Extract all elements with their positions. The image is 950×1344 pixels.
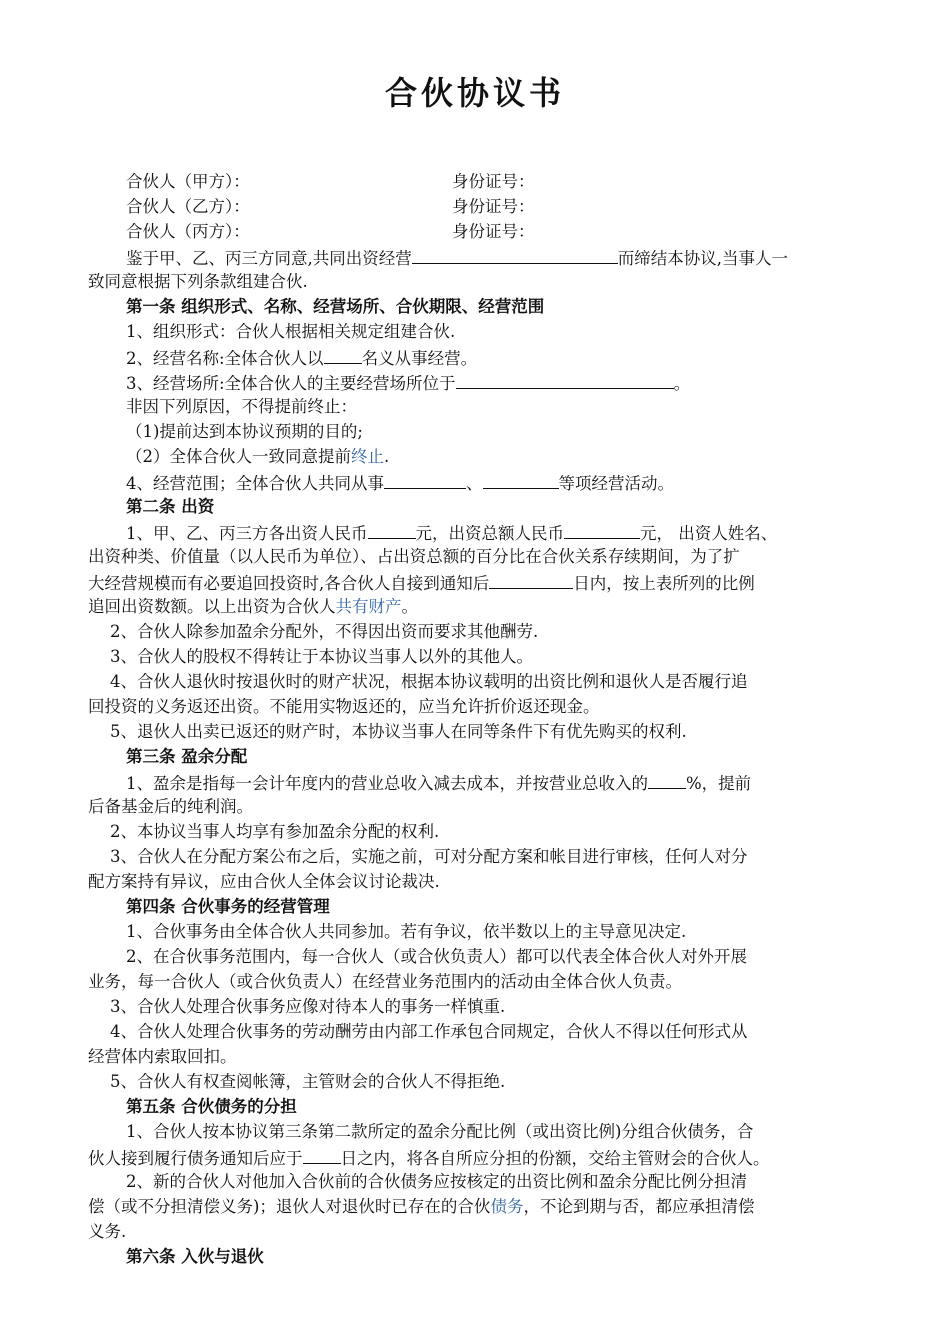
text: ，不论到期与否，都应承担清偿 <box>523 1197 755 1216</box>
party-row-b <box>126 195 250 219</box>
paragraph: 3、合伙人的股权不得转让于本协议当事人以外的其他人。 <box>110 647 533 666</box>
paragraph: 3、合伙人在分配方案公布之后，实施之前，可对分配方案和帐目进行审核，任何人对分 <box>110 847 748 866</box>
party-row-a <box>126 170 250 194</box>
fill-blank <box>489 570 573 589</box>
paragraph-cont: 出资种类、价值量（以人民币为单位）、占出资总额的百分比在合伙关系存续期间，为了扩 <box>88 547 740 566</box>
paragraph: 1、合伙事务由全体合伙人共同参加。若有争议，依半数以上的主导意见决定. <box>126 922 687 941</box>
text: 追回出资数额。以上出资为合伙人 <box>88 597 336 616</box>
paragraph-cont: 后备基金后的纯利润。 <box>88 797 253 816</box>
party-id-label: 身份证号： <box>452 197 535 216</box>
text: 3、经营场所:全体合伙人的主要经营场所位于 <box>126 374 456 393</box>
text: . <box>384 447 390 466</box>
paragraph-cont: 业务，每一合伙人（或合伙负责人）在经营业务范围内的活动由全体合伙人负责。 <box>88 972 682 991</box>
fill-blank <box>564 520 640 539</box>
text: %，提前 <box>686 774 752 793</box>
fill-blank <box>368 520 416 539</box>
party-label: 合伙人（甲方）： <box>126 172 250 191</box>
party-label: 合伙人（丙方）： <box>126 222 250 241</box>
paragraph-cont: 配方案持有异议，应由合伙人全体会议讨论裁决. <box>88 872 440 891</box>
article-heading: 第二条 出资 <box>126 497 215 516</box>
paragraph-cont <box>88 1195 754 1219</box>
paragraph <box>126 770 751 796</box>
intro-line-2: 致同意根据下列条款组建合伙. <box>88 272 308 291</box>
paragraph-cont: 经营体内索取回扣。 <box>88 1047 237 1066</box>
text: 日之内，将各自所应分担的份额，交给主管财会的合伙人。 <box>340 1149 770 1168</box>
paragraph: 2、本协议当事人均享有参加盈余分配的权利. <box>110 822 440 841</box>
paragraph: 2、新的合伙人对他加入合伙前的合伙债务应按核定的出资比例和盈余分配比例分担清 <box>126 1172 747 1191</box>
paragraph <box>126 370 690 396</box>
paragraph: 3、合伙人处理合伙事务应像对待本人的事务一样慎重. <box>110 997 506 1016</box>
text: 而缔结本协议,当事人一 <box>617 249 788 268</box>
party-id-label: 身份证号： <box>452 172 535 191</box>
text: 大经营规模而有必要追回投资时,各合伙人自接到通知后 <box>88 574 490 593</box>
paragraph: 2、在合伙事务范围内，每一合伙人（或合伙负责人）都可以代表全体合伙人对外开展 <box>126 947 747 966</box>
article-heading: 第四条 合伙事务的经营管理 <box>126 897 330 916</box>
article-heading: 第五条 合伙债务的分担 <box>126 1097 297 1116</box>
paragraph <box>126 470 674 496</box>
paragraph-cont: 回投资的义务返还出资。不能用实物返还的，应当允许折价返还现金。 <box>88 697 600 716</box>
paragraph: 4、合伙人退伙时按退伙时的财产状况，根据本协议载明的出资比例和退伙人是否履行追 <box>110 672 748 691</box>
intro-line-1 <box>126 245 788 271</box>
text: 元，出资总额人民币 <box>415 524 564 543</box>
paragraph <box>126 520 777 546</box>
hyperlink-debt[interactable]: 债务 <box>490 1197 524 1216</box>
paragraph <box>126 345 477 371</box>
text: 名义从事经营。 <box>361 349 478 368</box>
text: 偿（或不分担清偿义务)；退伙人对退伙时已存在的合伙 <box>88 1197 491 1216</box>
text: 等项经营活动。 <box>558 474 674 493</box>
fill-blank <box>324 345 362 364</box>
text: 伙人接到履行债务通知后应于 <box>88 1149 303 1168</box>
text: 1、盈余是指每一会计年度内的营业总收入减去成本，并按营业总收入的 <box>126 774 648 793</box>
paragraph: 5、合伙人有权查阅帐簿，主管财会的合伙人不得拒绝. <box>110 1072 506 1091</box>
paragraph-cont <box>88 595 418 619</box>
text: （2）全体合伙人一致同意提前 <box>126 447 351 466</box>
text: 。 <box>401 597 418 616</box>
article-heading: 第三条 盈余分配 <box>126 747 248 766</box>
paragraph: 1、合伙人按本协议第三条第二款所定的盈余分配比例（或出资比例)分组合伙债务，合 <box>126 1122 754 1141</box>
party-id-label: 身份证号： <box>452 222 535 241</box>
text: 2、经营名称:全体合伙人以 <box>126 349 324 368</box>
fill-blank <box>412 245 618 264</box>
paragraph-cont <box>88 570 755 596</box>
paragraph-cont: 义务. <box>88 1222 127 1241</box>
hyperlink-common-property[interactable]: 共有财产 <box>335 597 402 616</box>
text: 鉴于甲、乙、丙三方同意,共同出资经营 <box>126 249 412 268</box>
text: 4、经营范围；全体合伙人共同从事 <box>126 474 384 493</box>
text: 、 <box>466 474 483 493</box>
paragraph <box>126 445 389 469</box>
paragraph: 2、合伙人除参加盈余分配外，不得因出资而要求其他酬劳. <box>110 622 539 641</box>
article-heading: 第一条 组织形式、名称、经营场所、合伙期限、经营范围 <box>126 297 545 316</box>
fill-blank <box>648 770 686 789</box>
fill-blank <box>384 470 466 489</box>
text: 日内，按上表所列的比例 <box>573 574 755 593</box>
paragraph: 4、合伙人处理合伙事务的劳动酬劳由内部工作承包合同规定，合伙人不得以任何形式从 <box>110 1022 748 1041</box>
document-title: 合伙协议书 <box>384 74 565 112</box>
paragraph: 非因下列原因，不得提前终止： <box>126 397 357 416</box>
party-label: 合伙人（乙方）： <box>126 197 250 216</box>
fill-blank <box>456 370 674 389</box>
paragraph: 5、退伙人出卖已返还的财产时，本协议当事人在同等条件下有优先购买的权利. <box>110 722 687 741</box>
hyperlink-terminate[interactable]: 终止 <box>351 447 384 466</box>
paragraph: 1、组织形式：合伙人根据相关规定组建合伙. <box>126 322 456 341</box>
fill-blank <box>303 1145 341 1164</box>
text: 1、甲、乙、丙三方各出资人民币 <box>126 524 368 543</box>
paragraph: （1)提前达到本协议预期的目的; <box>126 422 363 441</box>
paragraph-cont <box>88 1145 770 1171</box>
fill-blank <box>483 470 559 489</box>
text: 。 <box>673 374 691 393</box>
text: 元， 出资人姓名、 <box>640 524 778 543</box>
party-row-c <box>126 220 250 244</box>
article-heading: 第六条 入伙与退伙 <box>126 1247 264 1266</box>
